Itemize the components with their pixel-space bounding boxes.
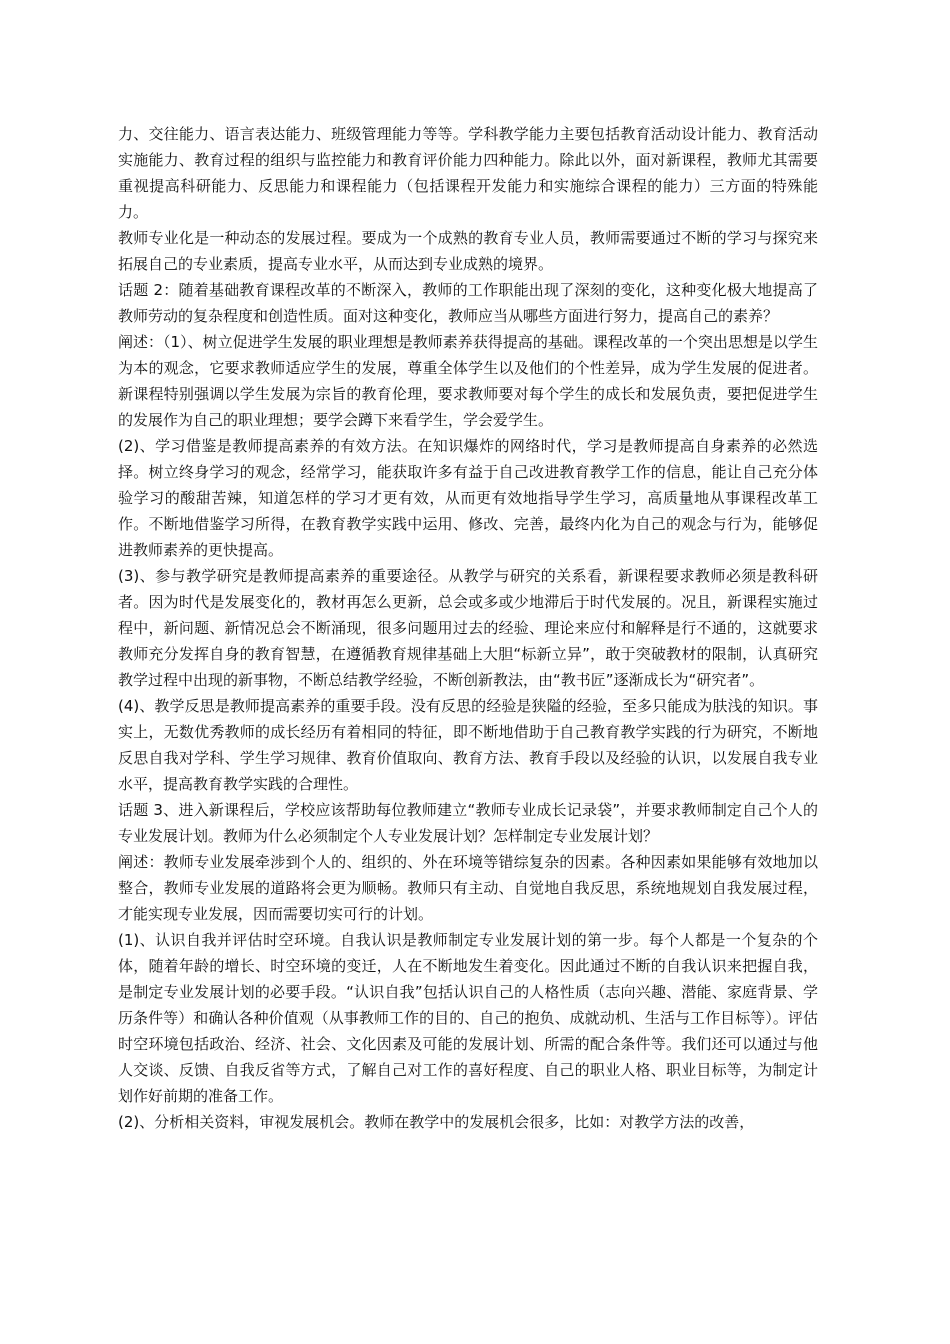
paragraph-topic-2-point-1: 阐述：（1）、树立促进学生发展的职业理想是教师素养获得提高的基础。课程改革的一个突出思想是以学生为本的观念，它要求教师适应学生的发展，尊重全体学生以及他们的个性差异，成为学生发展的促进者。新课程特别强调以学生发展为宗旨的教育伦理，要求教师要对每个学生的成长和发展负责，要把促进学生的发展作为自己的职业理想；要学会蹲下来看学生，学会爱学生。 xyxy=(118,333,818,429)
paragraph-topic-3: 话题 3、进入新课程后，学校应该帮助每位教师建立“教师专业成长记录袋”，并要求教师制定自己个人的专业发展计划。教师为什么必须制定个人专业发展计划？怎样制定专业发展计划？ xyxy=(118,801,818,845)
paragraph-topic-2-point-4: (4)、教学反思是教师提高素养的重要手段。没有反思的经验是狭隘的经验，至多只能成为肤浅的知识。事实上，无数优秀教师的成长经历有着相同的特征，即不断地借助于自己教育教学实践的行为研究，不断地反思自我对学科、学生学习规律、教育价值取向、教育方法、教育手段以及经验的认识，以发展自我专业水平，提高教育教学实践的合理性。 xyxy=(118,697,818,793)
paragraph-topic-3-explanation: 阐述：教师专业发展牵涉到个人的、组织的、外在环境等错综复杂的因素。各种因素如果能够有效地加以整合，教师专业发展的道路将会更为顺畅。教师只有主动、自觉地自我反思，系统地规划自我发展过程，才能实现专业发展，因而需要切实可行的计划。 xyxy=(118,853,818,923)
paragraph-topic-2-point-2: (2)、学习借鉴是教师提高素养的有效方法。在知识爆炸的网络时代，学习是教师提高自身素养的必然选择。树立终身学习的观念，经常学习，能获取许多有益于自己改进教育教学工作的信息，能让自己充分体验学习的酸甜苦辣，知道怎样的学习才更有效，从而更有效地指导学生学习，高质量地从事课程改革工作。不断地借鉴学习所得，在教育教学实践中运用、修改、完善，最终内化为自己的观念与行为，能够促进教师素养的更快提高。 xyxy=(118,437,818,559)
paragraph-topic-2: 话题 2：随着基础教育课程改革的不断深入，教师的工作职能出现了深刻的变化，这种变化极大地提高了教师劳动的复杂程度和创造性质。面对这种变化，教师应当从哪些方面进行努力，提高自己的素养？ xyxy=(118,281,818,325)
paragraph-topic-2-point-3: (3)、参与教学研究是教师提高素养的重要途径。从教学与研究的关系看，新课程要求教师必须是教科研者。因为时代是发展变化的，教材再怎么更新，总会或多或少地滞后于时代发展的。况且，新课程实施过程中，新问题、新情况总会不断涌现，很多问题用过去的经验、理论来应付和解释是行不通的，这就要求教师充分发挥自身的教育智慧，在遵循教育规律基础上大胆“标新立异”，敢于突破教材的限制，认真研究教学过程中出现的新事物，不断总结教学经验，不断创新教法，由“教书匠”逐渐成长为“研究者”。 xyxy=(118,567,818,689)
document-body xyxy=(118,121,818,1135)
paragraph-topic-3-point-2: (2)、分析相关资料，审视发展机会。教师在教学中的发展机会很多，比如：对教学方法的改善， xyxy=(118,1113,755,1131)
paragraph-ability-overview: 力、交往能力、语言表达能力、班级管理能力等等。学科教学能力主要包括教育活动设计能力、教育活动实施能力、教育过程的组织与监控能力和教育评价能力四种能力。除此以外，面对新课程，教师尤其需要重视提高科研能力、反思能力和课程能力（包括课程开发能力和实施综合课程的能力）三方面的特殊能力。 xyxy=(118,125,818,221)
paragraph-topic-3-point-1: (1)、认识自我并评估时空环境。自我认识是教师制定专业发展计划的第一步。每个人都是一个复杂的个体，随着年龄的增长、时空环境的变迁，人在不断地发生着变化。因此通过不断的自我认识来把握自我，是制定专业发展计划的必要手段。“认识自我”包括认识自己的人格性质（志向兴趣、潜能、家庭背景、学历条件等）和确认各种价值观（从事教师工作的目的、自己的抱负、成就动机、生活与工作目标等）。评估时空环境包括政治、经济、社会、文化因素及可能的发展计划、所需的配合条件等。我们还可以通过与他人交谈、反馈、自我反省等方式，了解自己对工作的喜好程度、自己的职业人格、职业目标等，为制定计划作好前期的准备工作。 xyxy=(118,931,818,1105)
paragraph-professionalization: 教师专业化是一种动态的发展过程。要成为一个成熟的教育专业人员，教师需要通过不断的学习与探究来拓展自己的专业素质，提高专业水平，从而达到专业成熟的境界。 xyxy=(118,229,818,273)
